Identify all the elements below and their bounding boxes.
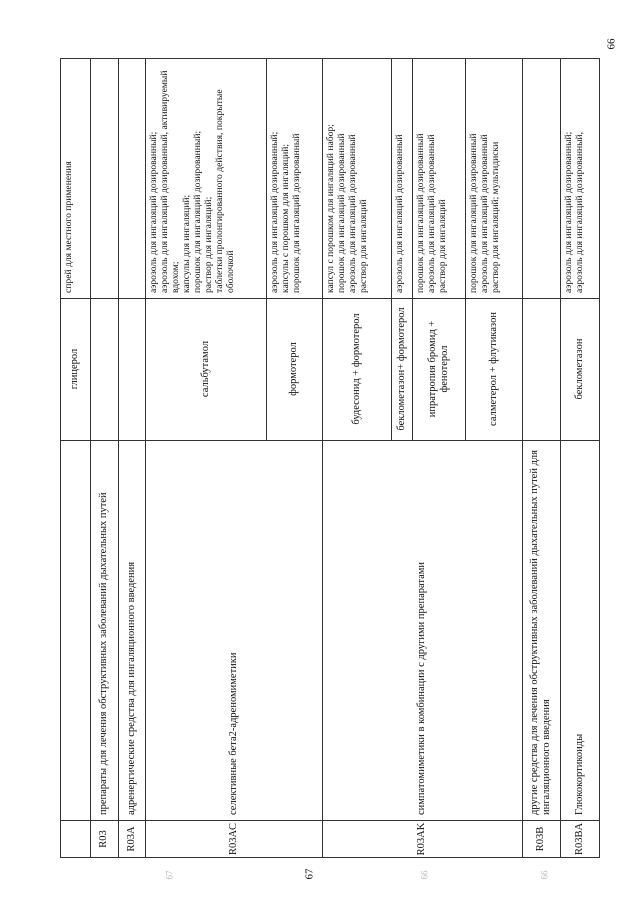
- cell-text-forms: аэрозоль для ингаляций дозированный; капсулы с порошком для ингаляций; порошок для ингаляций дозированный: [269, 131, 302, 293]
- cell-text-group: симпатомиметики в комбинации с другими препаратами: [416, 561, 427, 815]
- cell-text-inn: будесонид + формотерол: [350, 313, 362, 425]
- cell-text-code: R03B: [535, 826, 546, 852]
- cell-text-forms: порошок для ингаляций дозированный аэрозоль для ингаляций дозированный раствор для ингаляций; мультидиски: [468, 133, 501, 293]
- cell-text-forms: аэрозоль для ингаляций дозированный; аэрозоль для ингаляций дозированный,: [563, 131, 585, 293]
- cell-inn: [60, 298, 90, 440]
- cell-inn: [412, 298, 465, 440]
- cell-forms: [560, 58, 600, 298]
- cell-text-code: R03AK: [416, 822, 427, 856]
- page-number-bottom: 67: [303, 868, 316, 880]
- cell-group: [118, 440, 145, 820]
- cell-forms: [266, 58, 322, 298]
- cell-text-forms: порошок для ингаляций дозированный аэрозоль для ингаляций дозированный раствор для ингаляций: [415, 133, 448, 293]
- cell-inn: [560, 298, 600, 440]
- cell-text-inn: формотерол: [288, 342, 299, 396]
- cell-inn: [266, 298, 322, 440]
- cell-text-group: препараты для лечения обструктивных заболеваний дыхательных путей: [98, 492, 109, 815]
- cell-inn: [145, 298, 266, 440]
- cell-text-forms: аэрозоль для ингаляций дозированный; аэрозоль для ингаляций дозированный, активируемый вдохом; капсулы для ингаляций; порошок для ингаляций дозированный; раствор для ингаляций; таблетки пролонгированного действия, покрытые оболочкой: [148, 70, 236, 293]
- cell-inn: [465, 298, 522, 440]
- row-divider: [522, 58, 523, 298]
- cell-text-code: R03A: [125, 826, 137, 852]
- cell-text-group: Глюкокортикоиды: [574, 733, 585, 815]
- cell-text-forms: капсул с порошком для ингаляций набор; порошок для ингаляций дозированный аэрозоль для ингаляций дозированный раствор для ингаляций: [325, 124, 369, 293]
- cell-code: [522, 820, 560, 858]
- cell-text-forms: аэрозоль для ингаляций дозированный: [394, 134, 405, 293]
- cell-forms: [145, 58, 266, 298]
- medicine-table: [60, 58, 600, 858]
- cell-text-group: другие средства для лечения обструктивных заболеваний дыхательных путей для ингаляционного введения: [529, 450, 552, 815]
- cell-group: [322, 440, 522, 820]
- row-divider: [118, 298, 119, 440]
- cell-forms: [60, 58, 90, 298]
- cell-group: [522, 440, 560, 820]
- page-number-right: 66: [605, 38, 618, 50]
- cell-text-inn: глицерол: [69, 348, 80, 390]
- faint-mark: 66: [419, 870, 430, 880]
- cell-group: [90, 440, 118, 820]
- row-divider: [118, 58, 119, 298]
- faint-mark: 66: [539, 870, 550, 880]
- cell-code: [145, 820, 322, 858]
- cell-code: [118, 820, 145, 858]
- row-divider: [90, 58, 91, 298]
- cell-code: [560, 820, 600, 858]
- cell-inn: [391, 298, 412, 440]
- cell-code: [90, 820, 118, 858]
- cell-text-inn: ипратропия бромид + фенотерол: [426, 320, 450, 418]
- row-divider: [90, 298, 91, 440]
- cell-forms: [322, 58, 391, 298]
- cell-group: [145, 440, 322, 820]
- cell-text-code: R03AC: [227, 822, 239, 856]
- cell-forms: [391, 58, 412, 298]
- cell-text-group: селективные бета2-адреномиметики: [227, 652, 239, 815]
- cell-inn: [322, 298, 391, 440]
- cell-text-inn: сальбутамол: [199, 340, 211, 398]
- cell-forms: [465, 58, 522, 298]
- cell-text-code: R03BA: [574, 822, 585, 856]
- cell-text-forms: спрей для местного применения: [63, 161, 74, 293]
- row-divider: [522, 298, 523, 440]
- cell-text-group: адренергические средства для ингаляционного введения: [125, 561, 137, 815]
- cell-text-inn: беклометазон+ формотерол: [395, 307, 407, 431]
- cell-text-inn: салметерол + флутиказон: [487, 312, 499, 426]
- cell-text-inn: беклометазон: [574, 338, 585, 400]
- faint-mark: 67: [164, 870, 175, 880]
- cell-text-code: R03: [98, 830, 109, 848]
- cell-code: [322, 820, 522, 858]
- cell-forms: [412, 58, 465, 298]
- cell-group: [560, 440, 600, 820]
